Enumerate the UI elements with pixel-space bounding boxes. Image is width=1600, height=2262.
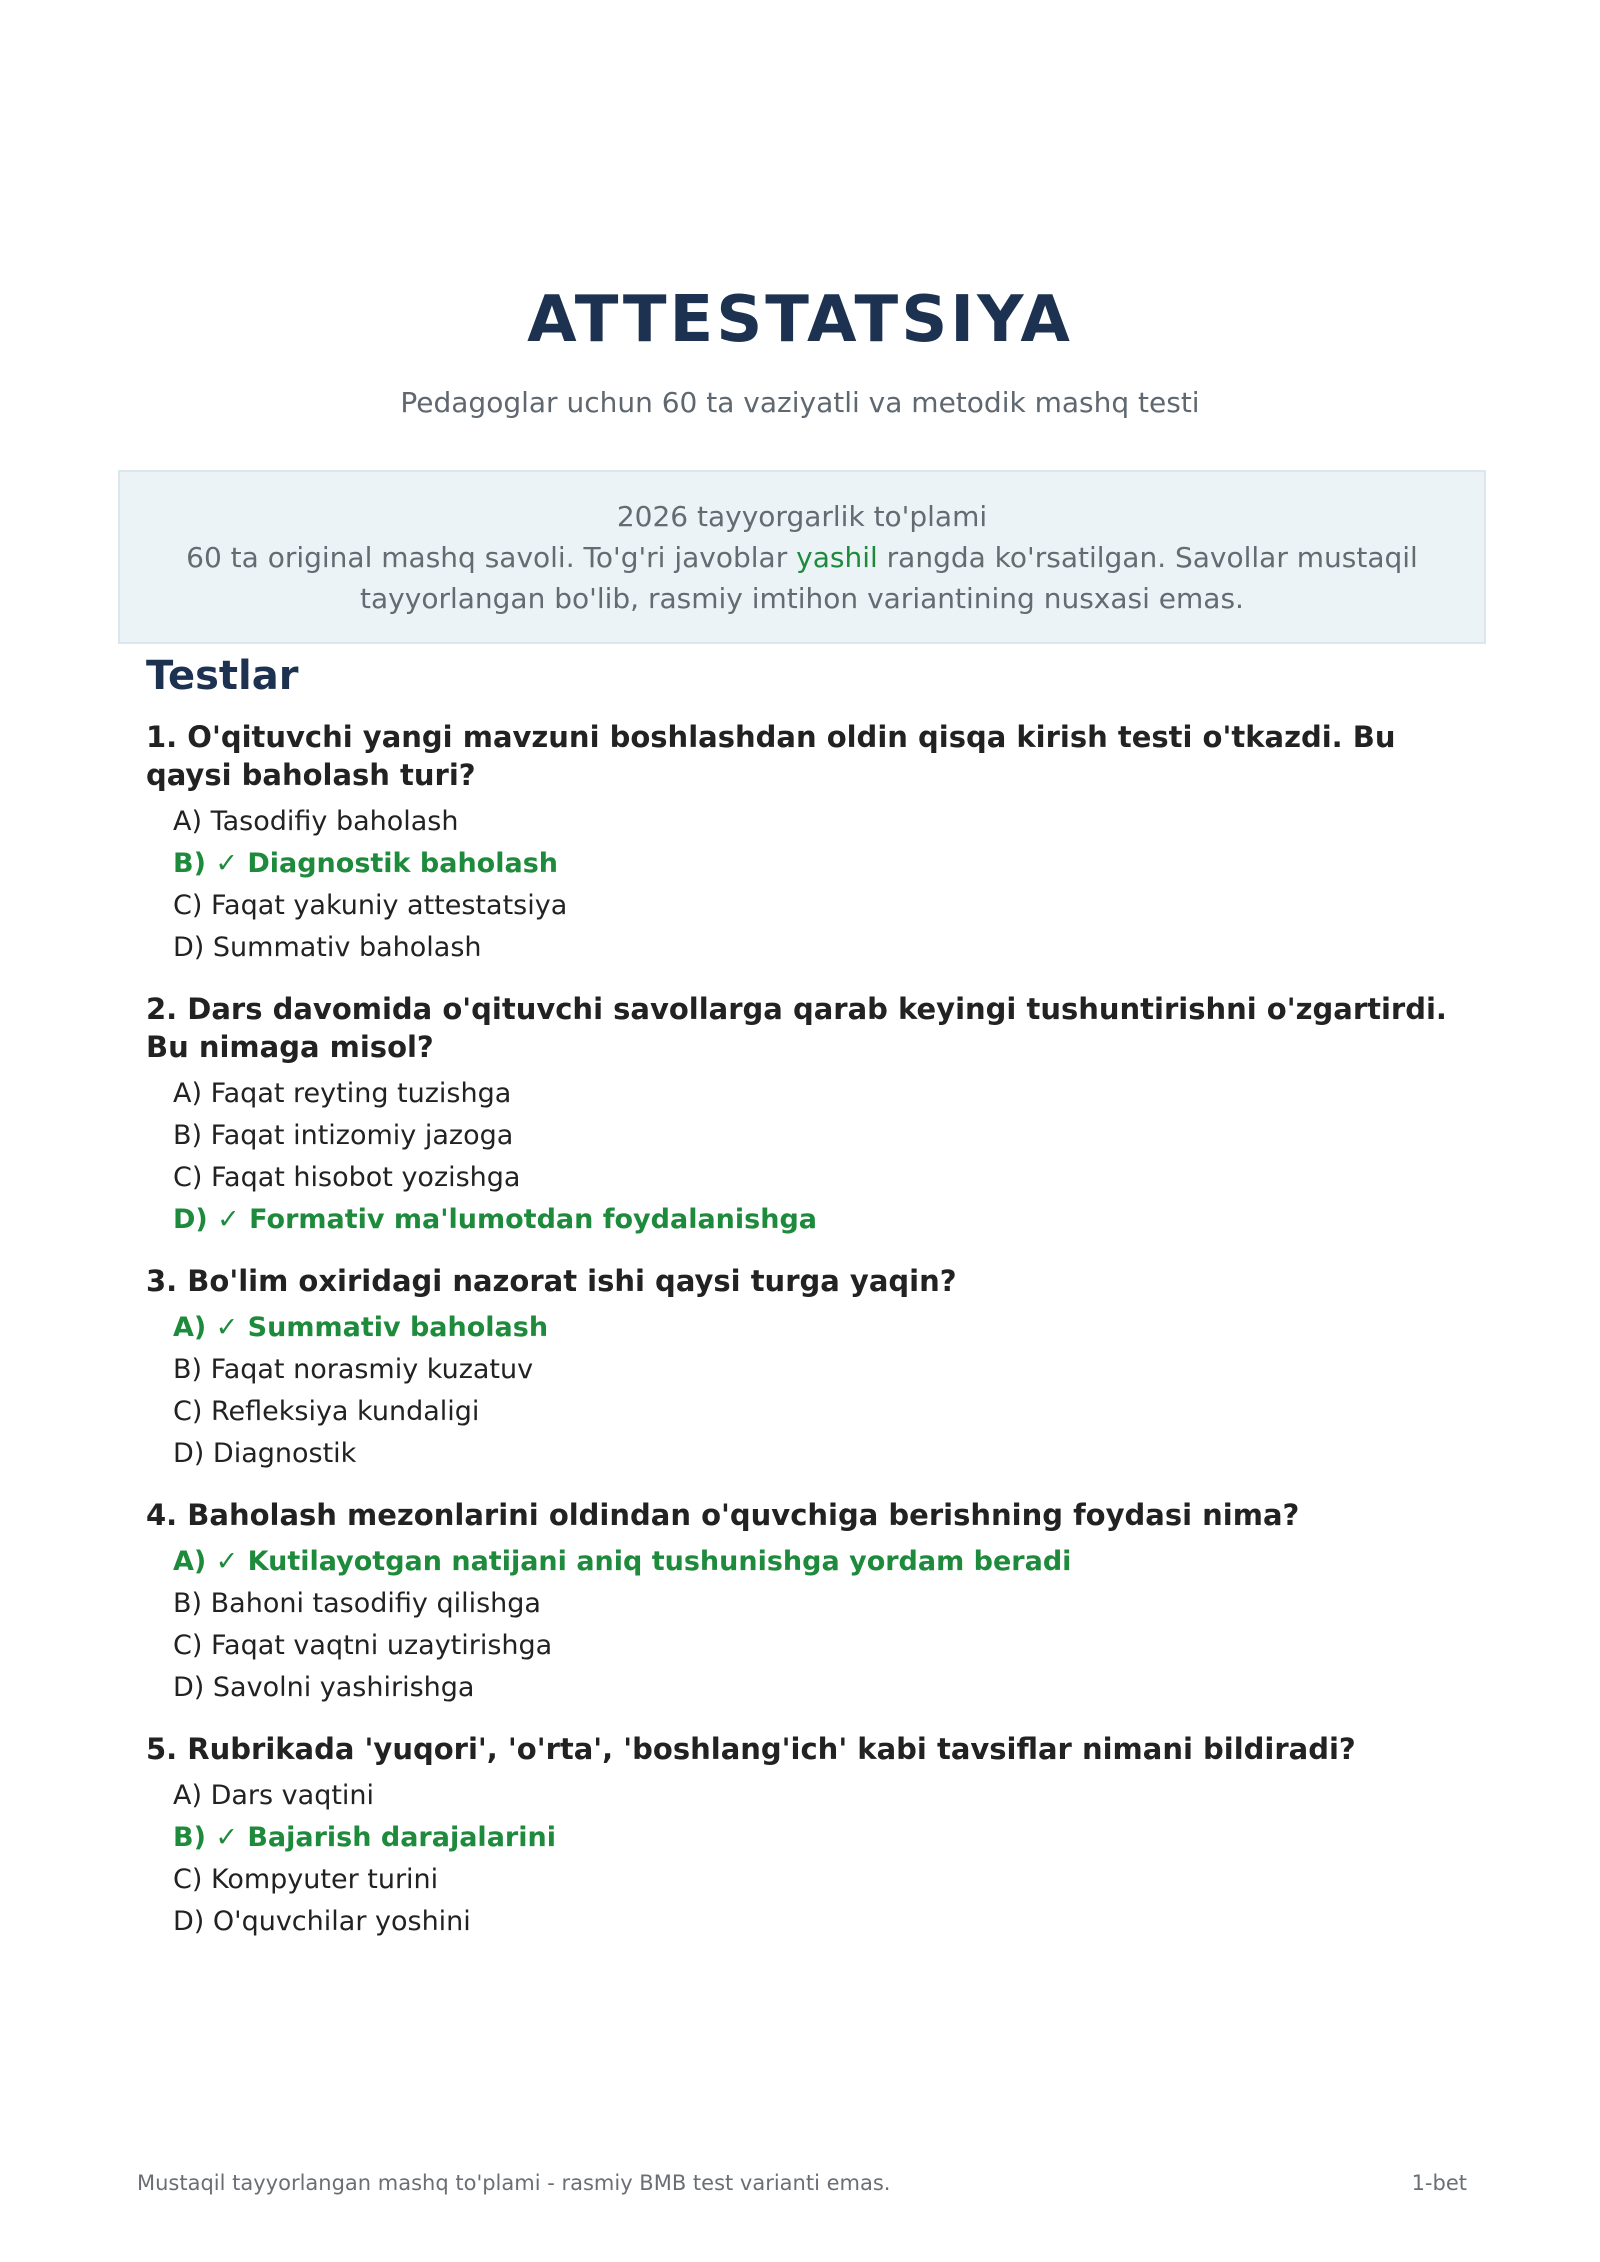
answer-option: D) O'quvchilar yoshini <box>173 1906 471 1937</box>
question-item <box>146 718 1466 969</box>
answer-option: A) Tasodifiy baholash <box>173 806 459 837</box>
question-item <box>146 1496 1466 1709</box>
question-text: 2. Dars davomida o'qituvchi savollarga qarab keyingi tushuntirishni o'zgartirdi. Bu nimaga misol? <box>146 992 1447 1064</box>
correct-answer-option: A) ✓ Kutilayotgan natijani aniq tushunishga yordam beradi <box>173 1546 1072 1577</box>
answer-option: C) Faqat hisobot yozishga <box>173 1162 521 1193</box>
page-number: 1-bet <box>1411 2171 1467 2195</box>
correct-answer-option: A) ✓ Summativ baholash <box>173 1312 549 1343</box>
answer-option: B) Faqat intizomiy jazoga <box>173 1120 514 1151</box>
footer-note: Mustaqil tayyorlangan mashq to'plami - rasmiy BMB test varianti emas. <box>137 2171 891 2195</box>
correct-answer-option: D) ✓ Formativ ma'lumotdan foydalanishga <box>173 1204 817 1235</box>
notice-highlight: yashil <box>796 541 878 574</box>
document-subtitle: Pedagoglar uchun 60 ta vaziyatli va metodik mashq testi <box>400 386 1200 419</box>
notice-heading: 2026 tayyorgarlik to'plami <box>616 500 988 533</box>
answer-option: B) Bahoni tasodifiy qilishga <box>173 1588 541 1619</box>
question-list <box>146 718 1466 1964</box>
question-text: 3. Bo'lim oxiridagi nazorat ishi qaysi turga yaqin? <box>146 1264 957 1298</box>
notice-body <box>180 537 1424 619</box>
question-text: 4. Baholash mezonlarini oldindan o'quvchiga berishning foydasi nima? <box>146 1498 1300 1532</box>
question-item <box>146 1730 1466 1943</box>
answer-option: A) Faqat reyting tuzishga <box>173 1078 512 1109</box>
question-item <box>146 990 1466 1241</box>
answer-option: D) Diagnostik <box>173 1438 357 1469</box>
answer-option: A) Dars vaqtini <box>173 1780 375 1811</box>
info-notice-box <box>118 470 1486 644</box>
answer-option: D) Savolni yashirishga <box>173 1672 475 1703</box>
answer-option: B) Faqat norasmiy kuzatuv <box>173 1354 534 1385</box>
correct-answer-option: B) ✓ Diagnostik baholash <box>173 848 559 879</box>
notice-text-after: rangda ko'rsatilgan. Savollar mustaqil tayyorlangan bo'lib, rasmiy imtihon variantining nusxasi emas. <box>360 541 1418 615</box>
answer-option: C) Faqat yakuniy attestatsiya <box>173 890 568 921</box>
question-text: 5. Rubrikada 'yuqori', 'o'rta', 'boshlang'ich' kabi tavsiflar nimani bildiradi? <box>146 1732 1356 1766</box>
answer-option: C) Faqat vaqtni uzaytirishga <box>173 1630 553 1661</box>
answer-option: D) Summativ baholash <box>173 932 482 963</box>
correct-answer-option: B) ✓ Bajarish darajalarini <box>173 1822 556 1853</box>
answer-option: C) Refleksiya kundaligi <box>173 1396 480 1427</box>
question-item <box>146 1262 1466 1475</box>
question-text: 1. O'qituvchi yangi mavzuni boshlashdan oldin qisqa kirish testi o'tkazdi. Bu qaysi baholash turi? <box>146 720 1396 792</box>
document-title: ATTESTATSIYA <box>527 283 1073 357</box>
answer-option: C) Kompyuter turini <box>173 1864 439 1895</box>
section-title: Testlar <box>146 653 299 699</box>
notice-text-before: 60 ta original mashq savoli. To'g'ri javoblar <box>186 541 797 574</box>
